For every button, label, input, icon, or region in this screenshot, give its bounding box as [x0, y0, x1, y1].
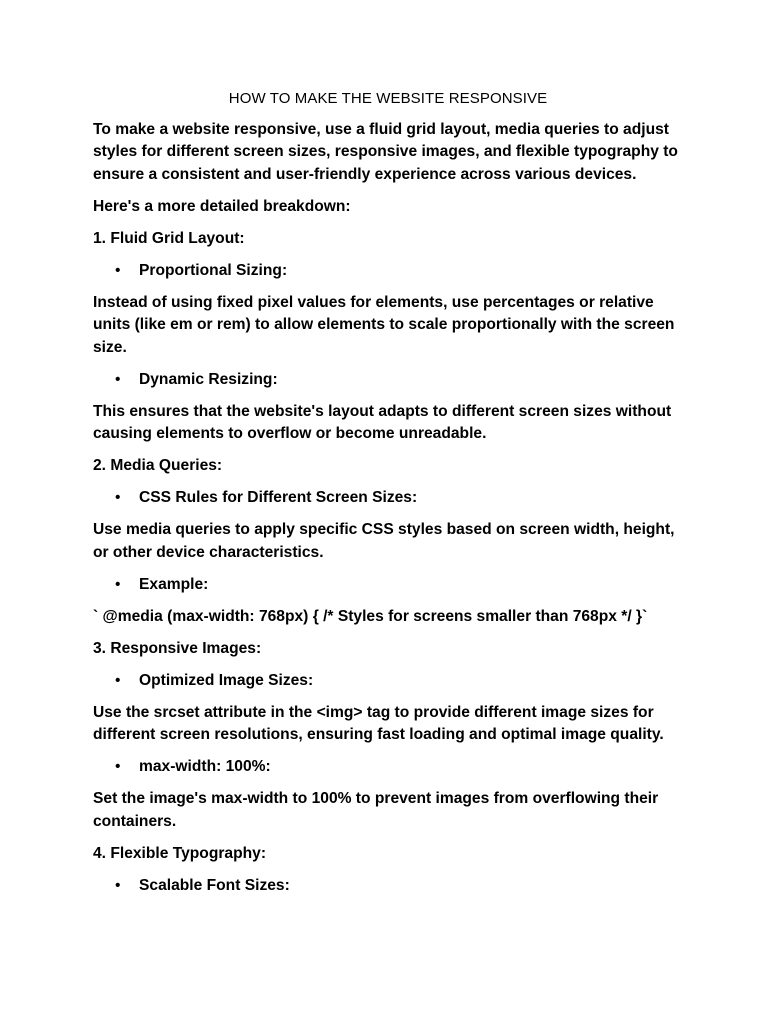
bullet-icon: •: [115, 489, 121, 506]
body-paragraph: Instead of using fixed pixel values for elements, use percentages or relative units (like em or rem) to allow elements to scale proportionally with the screen size.: [93, 293, 675, 356]
bullet-label: Example:: [139, 575, 209, 593]
body-paragraph: Use the srcset attribute in the <img> tag to provide different image sizes for different screen resolutions, ensuring fast loading and optimal image quality.: [93, 703, 664, 743]
bullet-icon: •: [115, 876, 121, 894]
intro-paragraph: To make a website responsive, use a fluid grid layout, media queries to adjust styles for different screen sizes, responsive images, and flexible typography to ensure a consistent and user-friendly experience across various devices.: [93, 120, 678, 183]
bullet-item: [93, 487, 683, 510]
section-heading-media-queries: 2. Media Queries:: [93, 457, 223, 474]
bullet-label: max-width: 100%:: [139, 758, 271, 775]
section-heading-fluid-grid: 1. Fluid Grid Layout:: [93, 229, 245, 247]
body-paragraph: Set the image's max-width to 100% to prevent images from overflowing their containers.: [93, 790, 659, 830]
bullet-item: [93, 369, 683, 392]
bullet-icon: •: [115, 575, 121, 593]
bullet-icon: •: [115, 370, 121, 388]
bullet-item: [93, 670, 683, 693]
bullet-item: [93, 574, 683, 597]
bullet-label: CSS Rules for Different Screen Sizes:: [139, 489, 418, 506]
bullet-item: [93, 875, 683, 898]
section-heading-flexible-typography: 4. Flexible Typography:: [93, 844, 267, 862]
bullet-label: Optimized Image Sizes:: [139, 671, 314, 689]
bullet-label: Proportional Sizing:: [139, 261, 288, 279]
bullet-icon: •: [115, 758, 121, 775]
page-title: HOW TO MAKE THE WEBSITE RESPONSIVE: [228, 90, 548, 107]
body-paragraph: This ensures that the website's layout adapts to different screen sizes without causing elements to overflow or become unreadable.: [93, 402, 672, 442]
bullet-item: [93, 260, 683, 283]
bullet-icon: •: [115, 261, 121, 279]
code-example-paragraph: ` @media (max-width: 768px) { /* Styles for screens smaller than 768px */ }`: [93, 607, 648, 625]
bullet-item: [93, 756, 683, 779]
breakdown-paragraph: Here's a more detailed breakdown:: [93, 197, 351, 215]
bullet-label: Dynamic Resizing:: [139, 370, 278, 388]
bullet-icon: •: [115, 671, 121, 689]
body-paragraph: Use media queries to apply specific CSS styles based on screen width, height, or other device characteristics.: [93, 521, 675, 561]
bullet-label: Scalable Font Sizes:: [139, 876, 290, 894]
section-heading-responsive-images: 3. Responsive Images:: [93, 639, 262, 657]
document-body: [93, 88, 683, 907]
